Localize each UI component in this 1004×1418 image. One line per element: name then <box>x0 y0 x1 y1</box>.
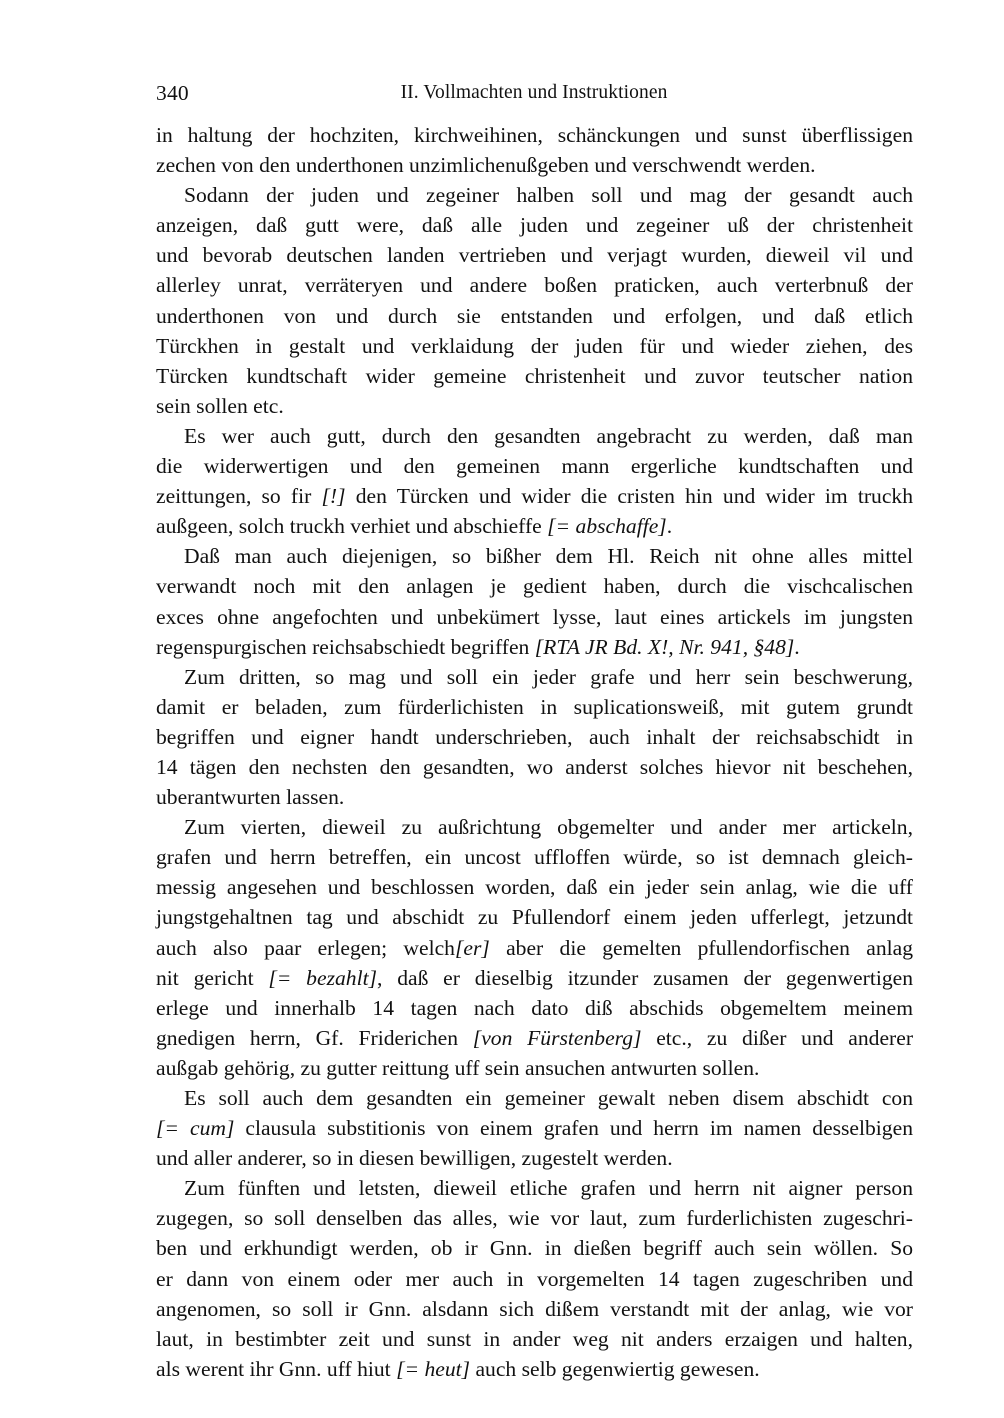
line-text-post: etc., zu dißer und anderer <box>641 1025 914 1050</box>
text-line <box>156 481 913 511</box>
text-line: begriffen und eigner handt underschrieben, auch inhalt der reichsabschidt in <box>156 724 913 749</box>
text-line: laut, in bestimbter zeit und sunst in ander weg nit anders erzaigen und halten, <box>156 1326 913 1351</box>
page-number: 340 <box>156 81 189 105</box>
text-line: Zum fünften und letsten, dieweil etliche grafen und herrn nit aigner person <box>184 1176 913 1201</box>
text-line: Türcken kundtschaft wider gemeine christenheit und zuvor teutscher nation <box>156 363 913 388</box>
text-line: ben und erkhundigt werden, ob ir Gnn. in dießen begriff auch sein wöllen. So <box>156 1236 913 1261</box>
line-text-pre: regenspurgischen reichsabschiedt begriffen <box>156 634 535 659</box>
editorial-note: [= cum] <box>156 1116 235 1141</box>
text-line: außgab gehörig, zu gutter reittung uff sein ansuchen antwurten sollen. <box>156 1055 760 1080</box>
text-line: 14 tägen den nechsten den gesandten, wo anderst solches hievor nit beschehen, <box>156 754 913 779</box>
text-line: grafen und herrn betreffen, ein uncost uffloffen würde, so ist demnach gleich- <box>156 845 913 870</box>
text-line <box>156 1113 913 1143</box>
editorial-note: [= bezahlt] <box>268 965 377 990</box>
editorial-note: [= heut] <box>396 1356 471 1381</box>
editorial-note: [= abschaffe] <box>547 514 667 539</box>
text-line <box>156 632 913 662</box>
text-line <box>156 933 913 963</box>
editorial-note: [er] <box>454 935 490 960</box>
line-text-post: den Türcken und wider die cristen hin und wider im truckh <box>345 484 913 509</box>
text-line: exces ohne angefochten und unbekümert lysse, laut eines artickels im jungsten <box>156 604 913 629</box>
paragraph <box>156 812 913 1083</box>
text-line: er dann von einem oder mer auch in vorgemelten 14 tagen zugeschriben und <box>156 1266 913 1291</box>
line-text-pre: als werent ihr Gnn. uff hiut <box>156 1356 397 1381</box>
line-text-pre: nit gericht <box>156 965 269 990</box>
line-text-post: auch selb gegenwiertig gewesen. <box>470 1356 760 1381</box>
text-line: in haltung der hochziten, kirchweihinen, schänckungen und sunst überflissigen <box>156 123 913 147</box>
text-line: zugegen, so soll denselben das alles, wie vor laut, zum furderlichisten zugeschri- <box>156 1206 913 1231</box>
line-text-pre: zeittungen, so fir <box>156 484 322 509</box>
text-line: verwandt noch mit den anlagen je gedient haben, durch die vischcalischen <box>156 574 913 599</box>
running-head-title: II. Vollmachten und Instruktionen <box>400 82 668 103</box>
text-line <box>156 511 913 541</box>
paragraph <box>156 120 913 180</box>
text-line <box>156 1023 913 1053</box>
paragraph <box>156 1173 913 1384</box>
text-line: sein sollen etc. <box>156 393 284 418</box>
text-line: allerley unrat, verräteryen und andere boßen praticken, auch verterbnuß der <box>156 273 913 298</box>
text-line: Zum vierten, dieweil zu außrichtung obgemelter und ander mer artickeln, <box>184 815 913 840</box>
text-line <box>156 963 913 993</box>
text-line: und bevorab deutschen landen vertrieben und verjagt wurden, dieweil vil und <box>156 243 913 268</box>
text-line: angenomen, so soll ir Gnn. alsdann sich dißem verstandt mit der anlag, wie vor <box>156 1296 913 1321</box>
text-line: Es wer auch gutt, durch den gesandten angebracht zu werden, daß man <box>184 423 913 448</box>
text-line: Es soll auch dem gesandten ein gemeiner gewalt neben disem abschidt con <box>184 1086 913 1110</box>
text-line: messig angesehen und beschlossen worden, daß ein jeder sein anlag, wie die uff <box>156 875 913 900</box>
text-line: jungstgehaltnen tag und abschidt zu Pfullendorf einem jeden ufferlegt, jetzundt <box>156 905 913 930</box>
line-text-pre: gnedigen herrn, Gf. Friderichen <box>156 1025 473 1050</box>
line-text-pre: außgeen, solch truckh verhiet und abschieffe <box>156 514 548 539</box>
text-line: Daß man auch diejenigen, so bißher dem Hl. Reich nit ohne alles mittel <box>184 544 913 569</box>
line-text-pre: auch also paar erlegen; welch <box>156 935 455 960</box>
editorial-note: [von Fürstenberg] <box>472 1025 642 1050</box>
line-text-post: aber die gemelten pfullendorfischen anlag <box>489 935 913 960</box>
line-text-post: clausula substitionis von einem grafen und herrn im namen desselbigen <box>234 1116 913 1141</box>
paragraph <box>156 541 913 661</box>
running-head <box>156 78 912 108</box>
citation-reference: [RTA JR Bd. X!, Nr. 941, §48] <box>534 634 795 659</box>
text-line: uberantwurten lassen. <box>156 785 345 810</box>
paragraph <box>156 662 913 812</box>
text-line: erlege und innerhalb 14 tagen nach dato diß abschids obgemeltem meinem <box>156 995 913 1020</box>
paragraph <box>156 421 913 541</box>
line-text-post: . <box>794 634 800 659</box>
text-line: damit er beladen, zum fürderlichisten in suplicationsweiß, mit gutem grundt <box>156 694 913 719</box>
text-line: anzeigen, daß gutt were, daß alle juden und zegeiner uß der christenheit <box>156 213 913 238</box>
text-line: die widerwertigen und den gemeinen mann ergerliche kundtschaften und <box>156 454 913 479</box>
text-line: und aller anderer, so in diesen bewilligen, zugestelt werden. <box>156 1146 673 1171</box>
body-text-block <box>156 120 913 1384</box>
line-text-post: . <box>666 514 673 539</box>
text-line: zechen von den underthonen unzimlichenußgeben und verschwendt werden. <box>156 153 816 178</box>
paragraph <box>156 180 913 421</box>
text-line: Zum dritten, so mag und soll ein jeder grafe und herr sein beschwerung, <box>184 664 913 689</box>
editorial-note: [!] <box>321 484 346 509</box>
text-line: underthonen von und durch sie entstanden und erfolgen, und daß etlich <box>156 303 913 328</box>
text-line: Türckhen in gestalt und verklaidung der juden für und wieder ziehen, des <box>156 333 913 358</box>
text-line: Sodann der juden und zegeiner halben soll und mag der gesandt auch <box>184 183 913 208</box>
text-line <box>156 1354 913 1384</box>
line-text-post: , daß er dieselbig itzunder zusamen der gegenwertigen <box>376 965 913 990</box>
paragraph <box>156 1083 913 1173</box>
